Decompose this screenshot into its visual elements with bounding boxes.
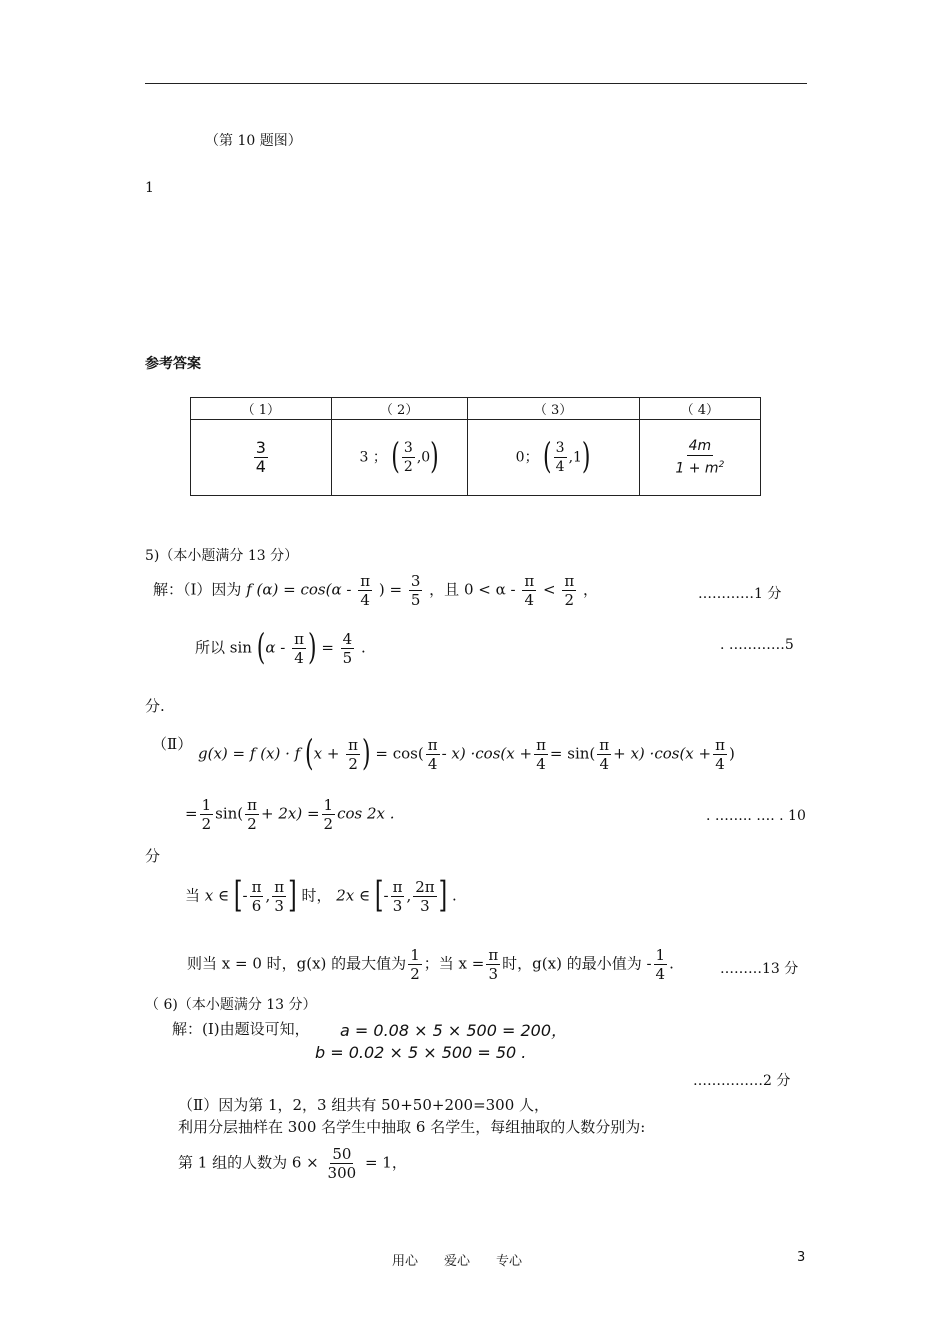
period-2: . [669,954,674,973]
eq-sign: = [321,638,334,657]
problem-16-ii: （Ⅱ）因为第 1，2，3 组共有 50+50+200=300 人， [178,1096,550,1114]
one-num: 1 [201,796,212,814]
score-10: . …….. …. . 10 [706,808,806,824]
pi-num-6: π [427,736,438,754]
three-den-2: 3 [392,897,403,915]
sin2x: sin( [215,804,244,823]
four-den-7: 4 [715,755,725,773]
score-5: . …………5 [720,637,794,653]
three-den-4: 3 [488,965,499,983]
alpha-minus: α - [265,638,286,657]
two-den-5: 2 [323,815,334,833]
group1-den: 300 [327,1164,357,1182]
answer-2-den: 2 [403,459,413,475]
twox-in: 2x ∈ [336,886,371,905]
solution-label: 解：（Ⅰ）因为 [153,580,242,599]
pi-num-5: π [348,736,359,754]
then-text: 则当 x = 0 时，g(x) 的最大值为 [187,954,407,973]
four-den-5: 4 [536,755,546,773]
neg-2: - [383,886,389,905]
group1-res: = 1， [364,1153,407,1172]
neg-1: - [242,886,248,905]
three-den-3: 3 [420,897,430,915]
pi-num-3: π [564,572,575,590]
answer-2-num: 3 [403,440,413,456]
one-num-4: 1 [655,946,666,964]
dot-end: . [452,886,457,905]
when-text: 当 [185,886,201,905]
two-den-2: 2 [348,755,358,773]
answer-1-num: 3 [255,438,266,457]
eq-2: = [185,804,198,823]
answer-header-2: （ 2） [331,398,467,420]
g-expr: g(x) = f (x) · f [198,744,301,763]
score-2: ……………2 分 [693,1073,791,1089]
three-num: 3 [410,572,421,590]
one-num-2: 1 [323,796,334,814]
period: . [361,638,366,657]
answer-2-prefix: 3 ； [359,449,387,466]
g-expression: g(x) = f (x) · f (x + $\frac{\pi}{2}$ ) = cos( $\frac{\pi}{4}$ - x) ·cos(x + $\frac{\pi}{4}$ = sin( $\frac{\pi}{4}$ + x) ·cos(x + $\frac{\pi}{4}$ ) [198,734,735,775]
pi-num-4: π [294,630,304,648]
problem-16-strat: 利用分层抽样在 300 名学生中抽取 6 名学生，每组抽取的人数分别为: [178,1118,646,1136]
b-equation: b = 0.02 × 5 × 500 = 50 . [315,1043,527,1062]
answer-3-tail: ,1 [568,449,582,466]
footer-center: 用心 爱心 专心 [392,1254,523,1269]
page-number: 3 [797,1250,806,1265]
pi-num-8: π [599,736,610,754]
fen-1: 分. [145,697,165,715]
answer-4-exp: 2 [718,460,725,471]
answer-4-fraction [673,437,726,478]
group1-num: 50 [332,1145,352,1163]
four-den-2: 4 [524,591,535,609]
four-den-3: 4 [294,649,304,667]
pi-num-9: π [715,736,725,754]
and-text: ，且 0 < α - [429,580,516,599]
a-equation: a = 0.08 × 5 × 500 = 200， [340,1021,568,1040]
score-13: ………13 分 [720,961,799,977]
semi-text: ；当 x = [423,954,485,973]
answer-cell-4 [639,420,760,496]
plus-x: + x) ·cos(x + [613,744,712,763]
answer-header-3: （ 3） [467,398,639,420]
six-den: 6 [251,897,262,915]
plus-2x: + 2x) = [261,804,320,823]
problem-15-line-sin2x [185,796,395,833]
stray-number: 1 [145,180,154,196]
x-plus: x + [313,744,340,763]
pi-num-14: π [488,946,499,964]
close-paren: ) [728,744,735,763]
comma: ， [582,580,598,599]
so-text: 所以 [195,638,226,657]
lt-sign: < [542,580,556,599]
pi-num-7: π [536,736,546,754]
f-alpha: f (α) = cos(α - [246,580,352,599]
part-2-label: （Ⅱ） [152,735,193,753]
four-num: 4 [342,630,353,648]
problem-15-header: 5)（本小题满分 13 分） [145,548,299,564]
answer-1-fraction [254,439,268,476]
pi-num: π [360,572,371,590]
problem-16-group1 [178,1145,407,1182]
answer-cell-3: 0； ( $\frac{3}{4}$ ,1) [467,420,639,496]
five-den: 5 [410,591,421,609]
answer-4-den: 1 + m [675,460,719,477]
problem-15-line1: 解：（Ⅰ）因为 f (α) = cos(α - $\frac{\pi}{4}$ ) = $\frac{3}{5}$ ，且 0 < α - $\frac{\pi}{4}$ < $\frac{\pi}{2}$ ， [153,572,598,609]
cos-part: = cos( [375,744,424,763]
five-den-2: 5 [342,649,353,667]
x-in: x ∈ [204,886,230,905]
answer-3-den: 4 [555,459,565,475]
answer-3-num: 3 [555,440,565,456]
problem-15-then [187,946,674,983]
answer-1-den: 4 [255,457,266,476]
twopi-num: 2π [415,878,435,896]
two-den-4: 2 [247,815,257,833]
pi-num-2: π [524,572,535,590]
section-title: 参考答案 [145,356,201,372]
group1-text: 第 1 组的人数为 [178,1153,288,1172]
fen-2: 分 [145,847,161,865]
minus-x: - x) ·cos(x + [441,744,533,763]
group1-six: 6 × [291,1153,319,1172]
four-den: 4 [360,591,370,609]
sin-part: = sin( [549,744,596,763]
pi-num-11: π [251,878,262,896]
min-text: 时，g(x) 的最小值为 - [502,954,652,973]
two-den: 2 [564,591,575,609]
one-num-3: 1 [410,946,420,964]
problem-16-sol: 解：(Ⅰ)由题设可知， [172,1020,310,1038]
problem-16-header: （ 6)（本小题满分 13 分） [145,997,317,1013]
cos-2x: cos 2x . [337,804,395,823]
answer-header-1: （ 1） [191,398,332,420]
three-den: 3 [274,897,284,915]
four-den-8: 4 [655,965,666,983]
problem-15-part2 [152,733,192,754]
answer-cell-1 [191,420,332,496]
header-rule [145,83,807,84]
pi-num-10: π [247,796,257,814]
problem-15-when: 当 x ∈ [- $\frac{\pi}{6}$ , $\frac{\pi}{3}$ ] 时， 2x ∈ [- $\frac{\pi}{3}$ , $\frac{2\pi}{3}$ ] . [185,876,457,917]
pi-num-12: π [274,878,285,896]
answer-2-tail: ,0 [416,449,431,466]
answer-header-4: （ 4） [639,398,760,420]
two-den-3: 2 [201,815,212,833]
two-den-6: 2 [410,965,420,983]
answer-table [190,397,761,496]
answer-3-prefix: 0； [515,449,539,466]
four-den-4: 4 [427,755,438,773]
sin-label: sin [229,638,252,657]
answer-cell-2: 3 ； ( $\frac{3}{2}$ ,0) [331,420,467,496]
shi-text: 时， [301,886,332,905]
figure-caption: （第 10 题图） [205,133,302,149]
answer-4-num: 4m [688,438,712,455]
four-den-6: 4 [599,755,609,773]
problem-15-line2: 所以 sin (α - $\frac{\pi}{4}$ ) = $\frac{4}{5}$ . [195,628,366,669]
pi-num-13: π [392,878,403,896]
score-1: …………1 分 [698,586,782,602]
